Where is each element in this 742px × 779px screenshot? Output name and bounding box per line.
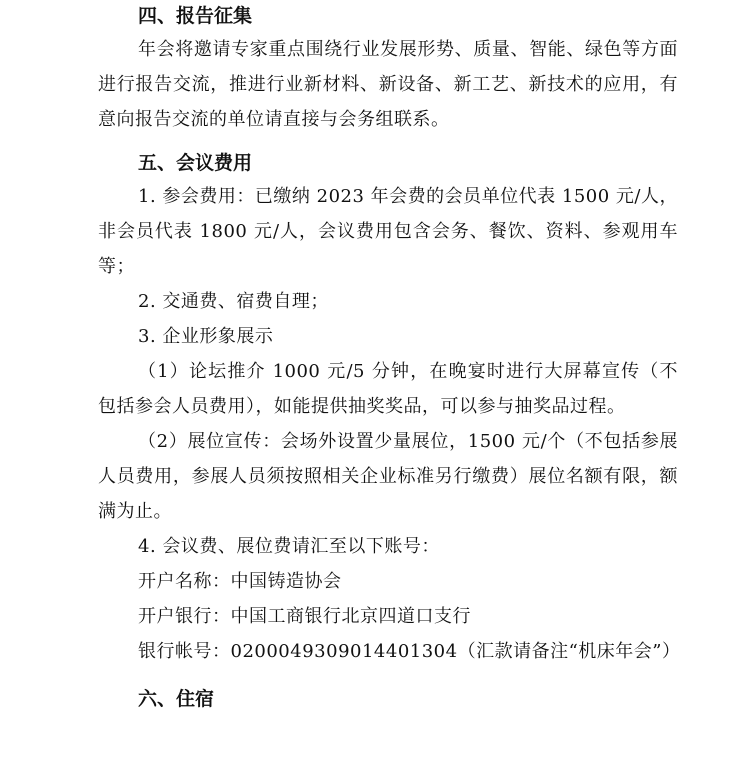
fee-item-payment: 4. 会议费、展位费请汇至以下账号： [138,536,440,557]
document-page [98,0,681,715]
section-heading-report-collection: 四、报告征集 [138,5,253,27]
fee-subitem-forum-promotion: （1）论坛推介 1000 元/5 分钟，在晚宴时进行大屏幕宣传（不包括参会人员费用），如能提供抽奖奖品，可以参与抽奖品过程。 [98,361,678,417]
section-heading-accommodation: 六、住宿 [138,688,215,710]
fee-subitem-booth-promotion: （2）展位宣传：会场外设置少量展位，1500 元/个（不包括参展人员费用，参展人员须按照相关企业标准另行缴费）展位名额有限，额满为止。 [98,431,678,522]
fee-item-attendance: 1. 参会费用：已缴纳 2023 年会费的会员单位代表 1500 元/人，非会员代表 1800 元/人，会议费用包含会务、餐饮、资料、参观用车等； [98,186,678,277]
report-collection-paragraph: 年会将邀请专家重点围绕行业发展形势、质量、智能、绿色等方面进行报告交流，推进行业新材料、新设备、新工艺、新技术的应用，有意向报告交流的单位请直接与会务组联系。 [98,39,678,130]
account-number: 银行帐号：0200049309014401304（汇款请备注“机床年会”） [138,641,681,662]
account-name: 开户名称：中国铸造协会 [138,571,342,592]
account-bank: 开户银行：中国工商银行北京四道口支行 [138,606,471,627]
section-heading-meeting-fees: 五、会议费用 [138,152,253,174]
fee-item-corporate-display: 3. 企业形象展示 [138,326,274,347]
fee-item-transport: 2. 交通费、宿费自理； [138,291,329,312]
